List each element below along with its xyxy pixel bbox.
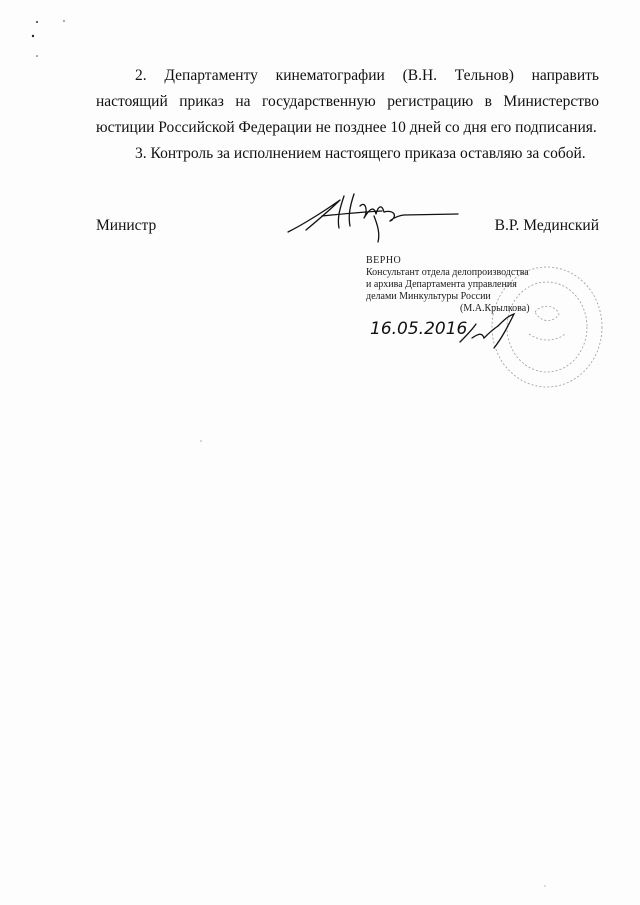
certifier-position-line-1: Консультант отдела делопроизводства — [366, 267, 529, 278]
handwritten-date: 16.05.2016 — [370, 319, 468, 339]
paragraph-2: 2. Департаменту кинематографии (В.Н. Тельнов) направить настоящий приказ на государственную регистрацию в Министерство юстиции Российской Федерации не позднее 10 дней со дня его подписания. — [96, 67, 599, 136]
signatory-title: Министр — [96, 217, 157, 234]
minister-signature — [282, 186, 467, 246]
signatory-name: В.Р. Мединский — [494, 217, 599, 234]
certification-stamp — [366, 255, 556, 315]
certifier-position-line-2: и архива Департамента управления — [366, 279, 517, 290]
handwritten-date-signature — [368, 312, 528, 352]
verno-label: ВЕРНО — [366, 255, 402, 266]
certifier-position-line-3: делами Минкультуры России — [366, 291, 491, 302]
paragraph-3: 3. Контроль за исполнением настоящего приказа оставляю за собой. — [135, 145, 586, 162]
certifier-name: (М.А.Крылкова) — [460, 303, 530, 314]
